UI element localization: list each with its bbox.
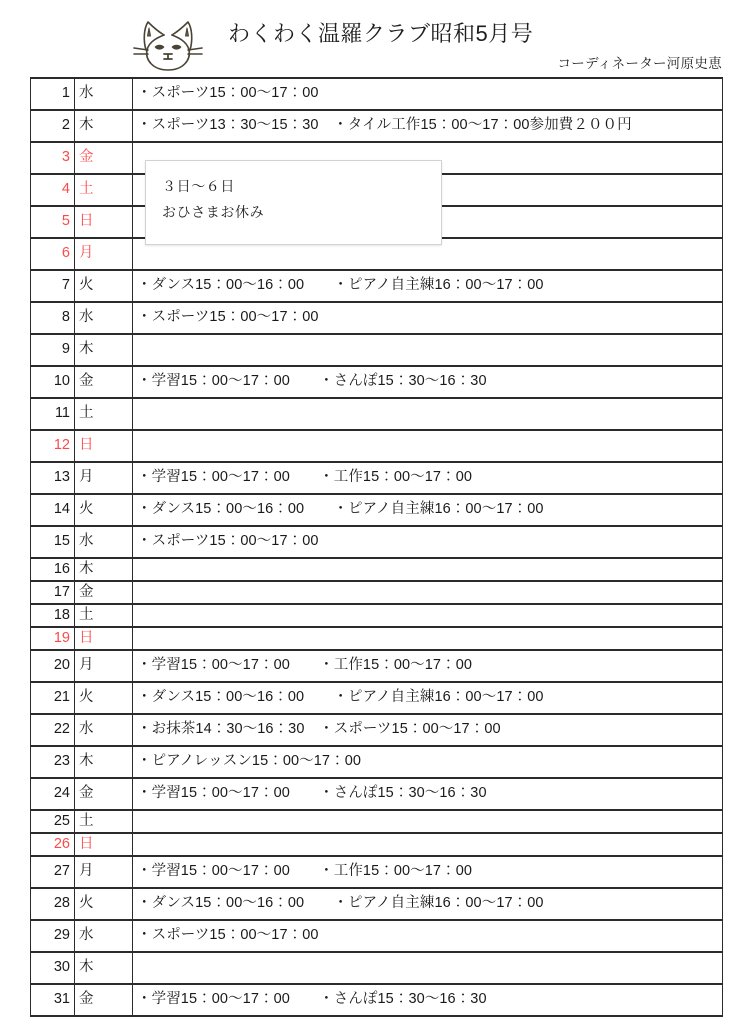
holiday-notice-box: [145, 160, 442, 245]
weekday-cell: 水: [75, 302, 133, 334]
weekday-cell: 火: [75, 270, 133, 302]
weekday-cell: 土: [75, 398, 133, 430]
weekday-cell: 月: [75, 238, 133, 270]
coordinator-name: コーディネーター河原史恵: [557, 56, 722, 71]
weekday-cell: 日: [75, 627, 133, 650]
table-row: [31, 810, 723, 833]
weekday-cell: 金: [75, 778, 133, 810]
day-number-cell: 22: [31, 714, 75, 746]
event-cell: [133, 952, 723, 984]
day-number-cell: 13: [31, 462, 75, 494]
day-number-cell: 30: [31, 952, 75, 984]
event-cell: ・ピアノレッスン15：00～17：00: [133, 746, 723, 778]
weekday-cell: 月: [75, 856, 133, 888]
weekday-cell: 木: [75, 952, 133, 984]
table-row: [31, 430, 723, 462]
day-number-cell: 12: [31, 430, 75, 462]
day-number-cell: 11: [31, 398, 75, 430]
weekday-cell: 金: [75, 581, 133, 604]
day-number-cell: 31: [31, 984, 75, 1016]
weekday-cell: 水: [75, 526, 133, 558]
table-row: [31, 494, 723, 526]
event-cell: [133, 604, 723, 627]
table-row: [31, 366, 723, 398]
weekday-cell: 木: [75, 746, 133, 778]
day-number-cell: 6: [31, 238, 75, 270]
day-number-cell: 2: [31, 110, 75, 142]
event-cell: [133, 810, 723, 833]
table-row: [31, 110, 723, 142]
event-cell: [133, 627, 723, 650]
table-row: [31, 952, 723, 984]
table-row: [31, 778, 723, 810]
weekday-cell: 金: [75, 984, 133, 1016]
table-row: [31, 746, 723, 778]
table-row: [31, 833, 723, 856]
table-row: [31, 526, 723, 558]
table-row: [31, 78, 723, 110]
table-row: [31, 398, 723, 430]
table-row: [31, 888, 723, 920]
document-header: [0, 0, 740, 76]
weekday-cell: 土: [75, 174, 133, 206]
weekday-cell: 日: [75, 430, 133, 462]
weekday-cell: 日: [75, 833, 133, 856]
event-cell: ・学習15：00～17：00 ・さんぽ15：30～16：30: [133, 778, 723, 810]
event-cell: ・お抹茶14：30～16：30 ・スポーツ15：00～17：00: [133, 714, 723, 746]
weekday-cell: 火: [75, 494, 133, 526]
table-row: [31, 856, 723, 888]
day-number-cell: 19: [31, 627, 75, 650]
event-cell: [133, 558, 723, 581]
day-number-cell: 4: [31, 174, 75, 206]
weekday-cell: 水: [75, 714, 133, 746]
day-number-cell: 23: [31, 746, 75, 778]
cat-face-icon: [126, 16, 210, 74]
event-cell: [133, 430, 723, 462]
event-cell: ・ダンス15：00～16：00 ・ピアノ自主練16：00～17：00: [133, 270, 723, 302]
table-row: [31, 920, 723, 952]
table-row: [31, 714, 723, 746]
day-number-cell: 21: [31, 682, 75, 714]
weekday-cell: 土: [75, 604, 133, 627]
table-row: [31, 270, 723, 302]
day-number-cell: 17: [31, 581, 75, 604]
weekday-cell: 火: [75, 682, 133, 714]
weekday-cell: 木: [75, 334, 133, 366]
weekday-cell: 土: [75, 810, 133, 833]
table-row: [31, 604, 723, 627]
table-row: [31, 650, 723, 682]
weekday-cell: 金: [75, 366, 133, 398]
day-number-cell: 14: [31, 494, 75, 526]
day-number-cell: 10: [31, 366, 75, 398]
event-cell: ・ダンス15：00～16：00 ・ピアノ自主練16：00～17：00: [133, 494, 723, 526]
day-number-cell: 8: [31, 302, 75, 334]
day-number-cell: 5: [31, 206, 75, 238]
weekday-cell: 水: [75, 78, 133, 110]
event-cell: ・ダンス15：00～16：00 ・ピアノ自主練16：00～17：00: [133, 888, 723, 920]
table-row: [31, 302, 723, 334]
table-row: [31, 984, 723, 1016]
weekday-cell: 木: [75, 558, 133, 581]
event-cell: ・スポーツ15：00～17：00: [133, 920, 723, 952]
event-cell: [133, 833, 723, 856]
day-number-cell: 3: [31, 142, 75, 174]
weekday-cell: 月: [75, 462, 133, 494]
holiday-notice-text: おひさまお休み: [162, 203, 265, 220]
weekday-cell: 水: [75, 920, 133, 952]
day-number-cell: 24: [31, 778, 75, 810]
table-row: [31, 558, 723, 581]
day-number-cell: 28: [31, 888, 75, 920]
event-cell: ・学習15：00～17：00 ・工作15：00～17：00: [133, 462, 723, 494]
day-number-cell: 15: [31, 526, 75, 558]
day-number-cell: 1: [31, 78, 75, 110]
event-cell: ・スポーツ15：00～17：00: [133, 78, 723, 110]
event-cell: ・学習15：00～17：00 ・さんぽ15：30～16：30: [133, 984, 723, 1016]
event-cell: ・スポーツ15：00～17：00: [133, 526, 723, 558]
weekday-cell: 火: [75, 888, 133, 920]
day-number-cell: 9: [31, 334, 75, 366]
event-cell: ・学習15：00～17：00 ・さんぽ15：30～16：30: [133, 366, 723, 398]
table-row: [31, 581, 723, 604]
table-row: [31, 682, 723, 714]
event-cell: [133, 581, 723, 604]
holiday-notice-dates: ３日～６日: [162, 178, 235, 194]
table-row: [31, 462, 723, 494]
event-cell: ・学習15：00～17：00 ・工作15：00～17：00: [133, 650, 723, 682]
event-cell: ・学習15：00～17：00 ・工作15：00～17：00: [133, 856, 723, 888]
day-number-cell: 25: [31, 810, 75, 833]
event-cell: [133, 334, 723, 366]
weekday-cell: 金: [75, 142, 133, 174]
day-number-cell: 18: [31, 604, 75, 627]
event-cell: ・ダンス15：00～16：00 ・ピアノ自主練16：00～17：00: [133, 682, 723, 714]
day-number-cell: 29: [31, 920, 75, 952]
page-title: わくわく温羅クラブ昭和5月号: [228, 21, 534, 46]
day-number-cell: 16: [31, 558, 75, 581]
event-cell: ・スポーツ15：00～17：00: [133, 302, 723, 334]
table-row: [31, 627, 723, 650]
day-number-cell: 20: [31, 650, 75, 682]
day-number-cell: 7: [31, 270, 75, 302]
weekday-cell: 月: [75, 650, 133, 682]
weekday-cell: 木: [75, 110, 133, 142]
event-cell: [133, 398, 723, 430]
event-cell: ・スポーツ13：30～15：30 ・タイル工作15：00～17：00参加費２００円: [133, 110, 723, 142]
day-number-cell: 27: [31, 856, 75, 888]
table-row: [31, 334, 723, 366]
weekday-cell: 日: [75, 206, 133, 238]
day-number-cell: 26: [31, 833, 75, 856]
